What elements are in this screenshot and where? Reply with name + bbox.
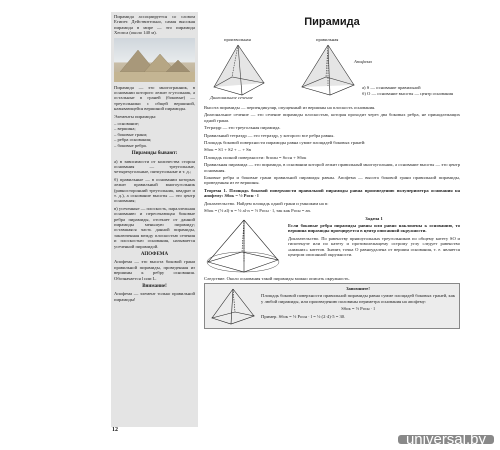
task-pyramid-diagram	[204, 216, 284, 276]
list-item: – основание;	[114, 121, 140, 127]
apothem-definition: Апофема — это высота боковой грани правильной пирамиды, проведенная из вершины к ребру основания. Обозначается l или L.	[114, 259, 195, 281]
list-item: – боковые ребра.	[114, 142, 147, 148]
pyramid-diagrams	[204, 29, 460, 105]
proof-label: Доказательство.	[204, 200, 236, 206]
label-regular: правильная	[316, 37, 339, 42]
consequence: Следствие. Около основания такой пирамиды можно описать окружность.	[204, 275, 350, 281]
diagonal-definition: Диагональное сечение — это сечение пирамиды плоскостью, которая проходит через два боковых ребра, не принадлежащих одной грани.	[204, 112, 460, 123]
type-item: а) в зависимости от количества сторон основания — треугольные, четырехугольные, пятиугольные и т. д.;	[114, 158, 195, 175]
legend-a: а) S — основание правильной	[362, 85, 421, 90]
pyramids-photo-image	[114, 38, 195, 82]
task-title: Задача 1	[365, 215, 383, 221]
label-apothem: Апофема	[354, 59, 372, 64]
types-heading: Пирамиды бывают:	[131, 151, 178, 157]
proof	[204, 201, 460, 206]
main-column	[204, 12, 460, 427]
pyramid-definition: Пирамида — это многогранник, в основании которого лежит n-угольник, а остальные n граней (боковые) — треугольники с общей вершиной, называющейся вершиной пирамиды.	[114, 84, 195, 112]
elements-list	[114, 121, 195, 148]
height-definition: Высота пирамиды — перпендикуляр, опущенный из вершины на плоскость основания.	[204, 105, 376, 110]
sidebar-column	[111, 12, 198, 427]
regular-properties: Боковые ребра и боковые грани правильной пирамиды равны. Апофема — высота боковой грани правильной пирамиды, проведенная из ее вершины.	[204, 175, 460, 186]
example: Пример. Sбок = ½ Pосн · l = ½ (2·4)·5 = 30.	[261, 313, 346, 319]
elements-title: Элементы пирамиды:	[114, 113, 157, 119]
tetrahedron-note: Тетраэдр — это треугольная пирамида.	[204, 125, 281, 131]
remember-title: Запомните!	[346, 285, 370, 291]
regular-definition: Правильная пирамида — это пирамида, в основании которой лежит правильный многоугольник, а основание высоты — это центр основания.	[204, 162, 460, 173]
remember-text: Площадь боковой поверхности правильной пирамиды равна сумме площадей боковых граней, как у любой пирамиды, или произведению половины периметра основания на апофему:	[261, 293, 455, 304]
type-item: в) усеченные — плоскость, параллельная основанию и пересекающая боковые ребра пирамиды, отсекает от данной пирамиды меньшую пирамиду; оставшаяся часть данной пирамиды, заключенная между плоскостью сечения и плоскостью основания, называется усеченной пирамидой.	[114, 205, 195, 249]
regular-tetrahedron: Правильный тетраэдр — это тетраэдр, у которого все ребра равны.	[204, 132, 335, 138]
legend-b: б) O — основание высоты — центр основания	[362, 91, 454, 96]
full-area: Площадь полной поверхности: Sполн = Sосн + Sбок	[204, 154, 307, 160]
lateral-area: Площадь боковой поверхности пирамиды равна сумме площадей боковых граней:	[204, 140, 366, 146]
task-text: Если боковые ребра пирамиды равны или равно наклонены к основанию, то вершина пирамиды проецируется в центр описанной окружности.	[288, 222, 460, 234]
lateral-formula: Sбок = S1 + S2 + ... + Sn	[204, 147, 251, 153]
watermark: universal.by	[398, 435, 494, 444]
theorem: Теорема 1. Площадь боковой поверхности правильной пирамиды равна произведению полупериметра основания на апофему: Sбок = ½ Pосн · l	[204, 187, 460, 199]
pyramids-photo	[114, 38, 195, 82]
task-section	[204, 216, 460, 276]
page-number: 12	[112, 427, 118, 433]
label-diagonal-section: Диагональное сечение	[210, 95, 253, 100]
proof-text: Найдем площадь одной грани и умножим на n:	[236, 200, 329, 206]
list-item: – ребра основания;	[114, 137, 152, 143]
task-proof: Доказательство. По равенству прямоугольных треугольников по общему катету SO и гипотенузе или по катету и противолежащему острому углу следует равенство «нижних» катетов. Значит, точка O равноудалена от вершин основания, т. е. является центром описанной окружности.	[288, 235, 460, 257]
attention-heading: Внимание!	[142, 284, 167, 290]
attention-text: Апофема — элемент только правильной пирамиды!	[114, 291, 195, 302]
list-item: – вершина;	[114, 126, 136, 132]
sidebar-intro: Пирамида ассоциируется со словом Египет. Действительно, самая высокая пирамида в мире — это пирамида Хеопса (около 140 м).	[114, 14, 195, 36]
remember-box	[204, 283, 460, 329]
list-item: – боковые грани;	[114, 131, 148, 137]
label-arbitrary: произвольная	[224, 37, 251, 42]
page-title: Пирамида	[304, 16, 360, 28]
remember-pyramid-diagram	[209, 286, 257, 326]
remember-formula: Sбок = ½ Pосн · l	[341, 306, 375, 312]
apothem-heading: АПОФЕМА	[140, 252, 169, 257]
type-item: б) правильные — в основании которых лежит правильный многоугольник (равносторонний треугольник, квадрат и т. д.), а основание высоты — это центр основания;	[114, 176, 195, 204]
proof-formula: Sбок = (½ al)·n = ½ al·n = ½ Pосн · l, так как Pосн = an.	[204, 208, 311, 214]
